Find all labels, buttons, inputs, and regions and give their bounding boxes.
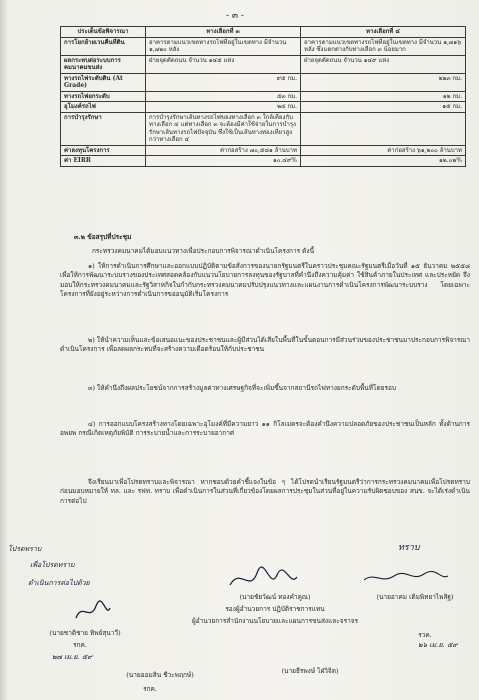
table-cell: การบำรุงรักษา <box>61 112 146 145</box>
table-cell: ๒๔ กม. <box>146 102 301 113</box>
table-cell: การโยกย้ายเวนคืนที่ดิน <box>61 37 146 55</box>
signature-left <box>72 598 112 626</box>
table-cell: ๑๒ กม. <box>301 91 466 102</box>
signatory-name: (นายอาคม เติมพิทยาไพสิฐ) <box>376 593 454 601</box>
signature-center <box>225 565 300 595</box>
table-cell: ค่าก่อสร้าง ๗๐,๕๘๑ ล้านบาท <box>146 145 301 156</box>
closing-paragraph: จึงเรียนมาเพื่อโปรดทราบและพิจารณา หากชอบด้วยคำชี้แจงในข้อ ๆ ได้โปรดนำเรียนรัฐมนตรีว่าการกระทรวงคมนาคมเพื่อโปรดทราบ ก่อนมอบหมายให้ ทล. และ รฟท. ทราบ เพื่อดำเนินการในส่วนที่เกี่ยวข้องโดยผลการประชุมในส่วนที่อยู่ในความรับผิดชอบของ สนข. จะได้เร่งดำเนินการต่อไป <box>60 478 470 505</box>
table-cell: ค่า EIRR <box>61 156 146 167</box>
table-cell: ๑๒.๐๒% <box>301 156 466 167</box>
table-cell: อาคารตามแนวเขตทางรถไฟที่อยู่ในเขตทาง มีจำนวน ๑,๗๑๖ หลัง ซึ่งแตกต่างกับทางเลือก ๓ น้อยมาก <box>301 37 466 55</box>
table-row <box>61 102 466 113</box>
table-cell: ค่าก่อสร้าง ๖๑,๒๐๐ ล้านบาท <box>301 145 466 156</box>
table-cell: ทางรถไฟยกระดับ <box>61 91 146 102</box>
table-header-cell: ทางเลือกที่ ๔ <box>301 27 466 38</box>
table-cell: ๒๒๓ กม. <box>301 73 466 91</box>
table-cell: อาคารตามแนวเขตทางรถไฟที่อยู่ในเขตทาง มีจำนวน ๑,๗๒๐ หลัง <box>146 37 301 55</box>
table-header-cell: ทางเลือกที่ ๓ <box>146 27 301 38</box>
table-cell: ค่าลงทุนโครงการ <box>61 145 146 156</box>
signatory-name: (นายออมสิน ชีวะพฤกษ์) <box>126 671 194 679</box>
handwritten-note: โปรดทราบ <box>8 545 42 553</box>
signatory-name: (นายธีรพงษ์ ไฝ่วิจิต) <box>281 667 339 675</box>
table-cell: การบำรุงรักษาเส้นทางรถไฟของทางเลือก ๓ ใกล้เคียงกับทางเลือก ๔ แต่ทางเลือก ๓ จะต้องมีค่าใช้จ่ายในการบำรุงรักษาเส้นทางรถไฟปัจจุบัน ซึ่งใช้เป็นเส้นทางท่องเที่ยวสูงกว่าทางเลือก ๔ <box>146 112 301 145</box>
conclusion-item-3: ๓) ให้คำนึงถึงผลประโยชน์จากการสร้างมูลค่าทางเศรษฐกิจที่จะเพิ่มขึ้นจากสถานีรถไฟทางยกระดับพื้นที่โดยรอบ <box>88 384 397 392</box>
conclusion-item-1: ๑) ให้การดำเนินการศึกษาและออกแบบปฏิบัติตามข้อสั่งการของนายกรัฐมนตรีในคราวประชุมคณะรัฐมนตรีเมื่อวันที่ ๑๕ ธันวาคม ๒๕๕๘ เพื่อให้การพัฒนาระบบรางของประเทศสอดคล้องกับแนวนโยบายการลงทุนของรัฐบาลที่คำนึงถึงความคุ้มค่า ใช้สินค้าภายในประเทศ และประหยัด จึงมอบให้กระทรวงคมนาคมและรัฐวิสาหกิจในกำกับกระทรวงคมนาคมปรับปรุงแนวทางและแผนงานการดำเนินโครงการพัฒนาระบบราง โดยเฉพาะโครงการที่ยังอยู่ระหว่างการดำเนินการขออนุมัติเริ่มโครงการ <box>60 262 470 299</box>
comparison-table <box>60 26 466 167</box>
table-row <box>61 37 466 55</box>
signature-right <box>360 568 450 588</box>
signatory-name: (นายชาติชาย ทิพย์สุนาวี) <box>49 629 121 637</box>
table-cell: ผลกระทบต่อระบบการคมนาคมขนส่ง <box>61 55 146 73</box>
table-cell: ๑๐.๔๙% <box>146 156 301 167</box>
table-cell: ๙๕ กม. <box>146 73 301 91</box>
table-row <box>61 145 466 156</box>
signatory-name: (นายชัยวัฒน์ ทองคำคูณ) <box>239 593 311 601</box>
signatory-title: ผู้อำนวยการสำนักงานนโยบายและแผนการขนส่งและจราจร <box>191 617 359 625</box>
conclusion-item-4: ๔) การออกแบบโครงสร้างทางโดยเฉพาะอุโมงค์ที่มีความยาว ๑๑ กิโลเมตรจะต้องคำนึงความปลอดภัยของประชาชนเป็นหลัก ทั้งด้านการอพยพ กรณีเกิดเหตุภัยพิบัติ การระบายน้ำและการระบายอากาศ <box>60 420 470 438</box>
table-cell: ฝ่ายจุดตัดถนน จำนวน ๑๔๙ แห่ง <box>301 55 466 73</box>
table-row <box>61 156 466 167</box>
handwritten-stamp: ทราบ <box>398 543 420 553</box>
table-header-cell: ประเด็นข้อพิจารณา <box>61 27 146 38</box>
section-heading: ๓.๒ ข้อสรุปที่ประชุม <box>74 233 132 241</box>
table-cell <box>301 112 466 145</box>
table-row <box>61 112 466 145</box>
table-cell: ทางรถไฟระดับดิน (At Grade) <box>61 73 146 91</box>
table-cell: ๑๕ กม. <box>301 102 466 113</box>
page-number: - ๓ - <box>226 11 244 21</box>
table-row <box>61 55 466 73</box>
table-cell: ฝ่ายจุดตัดถนน จำนวน ๑๔๕ แห่ง <box>146 55 301 73</box>
signatory-title: รกค. <box>143 685 157 693</box>
signatory-title: รกค. <box>73 641 87 649</box>
handwritten-note: เพื่อโปรดทราบ <box>30 561 75 569</box>
table-cell: ๕๓ กม. <box>146 91 301 102</box>
handwritten-note: ดำเนินการต่อไปด้วย <box>28 579 90 587</box>
conclusion-item-2: ๒) ให้นำความเห็นและข้อเสนอแนะของประชาชนและผู้มีส่วนได้เสียในพื้นที่ในขั้นตอนการมีส่วนร่วมของประชาชนมาประกอบการพิจารณาดำเนินโครงการ เพื่อลดผลกระทบที่จะสร้างความเดือดร้อนให้กับประชาชน <box>60 336 470 354</box>
table-row <box>61 91 466 102</box>
signatory-title: รองผู้อำนวยการ ปฏิบัติราชการแทน <box>225 605 325 613</box>
table-header-row <box>61 27 466 38</box>
table-cell: อุโมงค์รถไฟ <box>61 102 146 113</box>
table-row <box>61 73 466 91</box>
section-intro: กระทรวงคมนาคมได้มอบแนวทางเพื่อประกอบการพิจารณาดำเนินโครงการ ดังนี้ <box>92 247 315 255</box>
handwritten-date: ๒๗ เม.ย. ๕๙ <box>52 653 93 661</box>
handwritten-date: ๒๖ เม.ย. ๕๙ <box>418 641 458 649</box>
signatory-title: รวค. <box>418 631 432 639</box>
